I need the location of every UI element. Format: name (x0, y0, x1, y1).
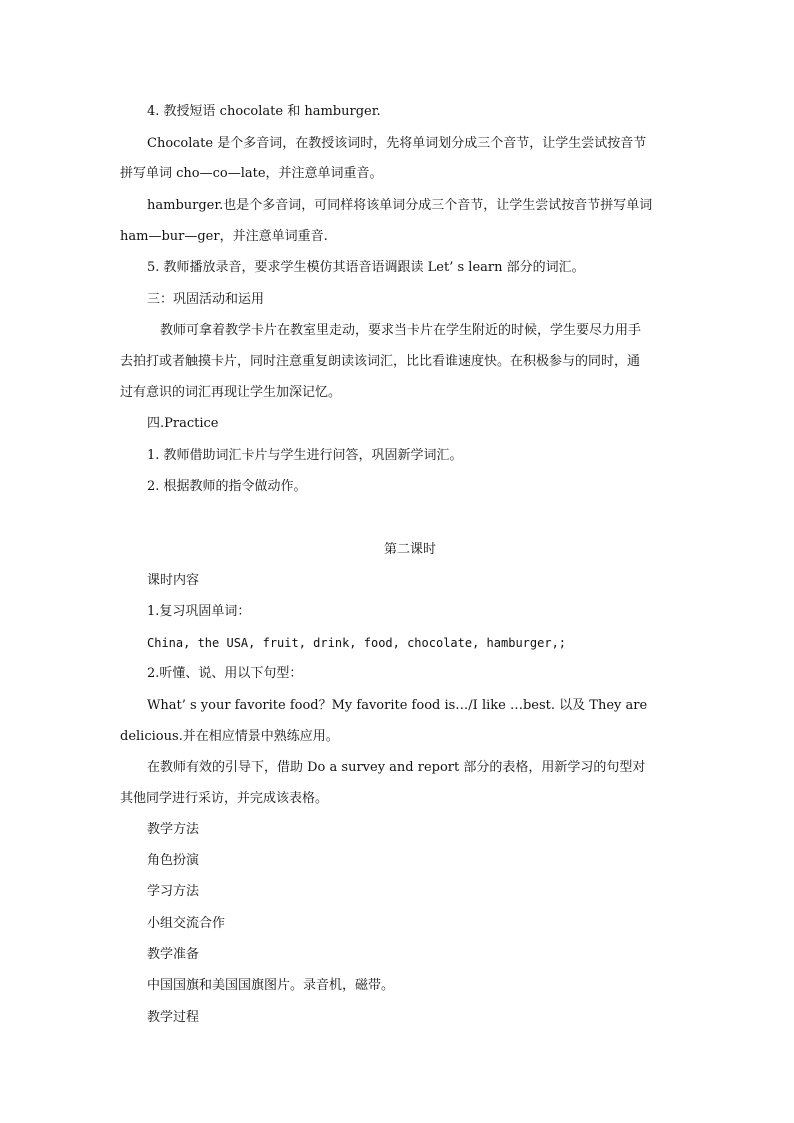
heading-lesson-content: 课时内容 (147, 573, 200, 588)
heading-teaching-preparation: 教学准备 (147, 947, 200, 962)
heading-learning-method: 学习方法 (147, 884, 200, 899)
paragraph-activity-line-1: 教师可拿着教学卡片在教室里走动，要求当卡片在学生附近的时候，学生要尽力用手 (160, 323, 642, 338)
content-item-2: 2.听懂、说、用以下句型： (147, 666, 303, 681)
learning-method-value: 小组交流合作 (147, 916, 226, 931)
paragraph-hamburger-line-1: hamburger.也是个多音词，可同样将该单词分成三个音节，让学生尝试按音节拼写单词 (147, 198, 653, 213)
lesson-title-second-period: 第二课时 (383, 542, 436, 557)
sentence-patterns-line-1: What’ s your favorite food？My favorite food is…/I like …best. 以及 They are (147, 698, 648, 713)
vocabulary-list: China, the USA, fruit, drink, food, chocolate, hamburger,; (147, 636, 567, 650)
practice-item-2: 2. 根据教师的指令做动作。 (147, 479, 307, 494)
paragraph-chocolate-line-1: Chocolate 是个多音词，在教授该词时，先将单词划分成三个音节，让学生尝试按音节 (147, 136, 647, 151)
content-item-1: 1.复习巩固单词： (147, 604, 251, 619)
sentence-patterns-line-2: delicious.并在相应情景中熟练应用。 (120, 729, 339, 744)
teaching-method-value: 角色扮演 (147, 853, 200, 868)
teaching-preparation-value: 中国国旗和美国国旗图片。录音机，磁带。 (147, 978, 395, 993)
heading-teaching-method: 教学方法 (147, 822, 200, 837)
paragraph-activity-line-2: 去拍打或者触摸卡片，同时注意重复朗读该词汇，比比看谁速度快。在积极参与的同时，通 (120, 354, 641, 369)
heading-teaching-process: 教学过程 (147, 1010, 200, 1025)
paragraph-hamburger-line-2: ham—bur—ger，并注意单词重音. (120, 229, 328, 244)
paragraph-activity-line-3: 过有意识的词汇再现让学生加深记忆。 (120, 385, 342, 400)
section-heading-consolidation: 三：巩固活动和运用 (147, 292, 265, 307)
practice-item-1: 1. 教师借助词汇卡片与学生进行问答，巩固新学词汇。 (147, 448, 463, 463)
paragraph-chocolate-line-2: 拼写单词 cho—co—late，并注意单词重音。 (120, 166, 383, 181)
section-heading-practice: 四.Practice (147, 416, 219, 431)
paragraph-step-5: 5. 教师播放录音，要求学生模仿其语音语调跟读 Let’ s learn 部分的词汇。 (147, 260, 585, 275)
survey-paragraph-line-2: 其他同学进行采访，并完成该表格。 (120, 791, 329, 806)
paragraph-step-4: 4. 教授短语 chocolate 和 hamburger. (147, 104, 381, 119)
survey-paragraph-line-1: 在教师有效的引导下，借助 Do a survey and report 部分的表格，用新学习的句型对 (147, 760, 646, 775)
